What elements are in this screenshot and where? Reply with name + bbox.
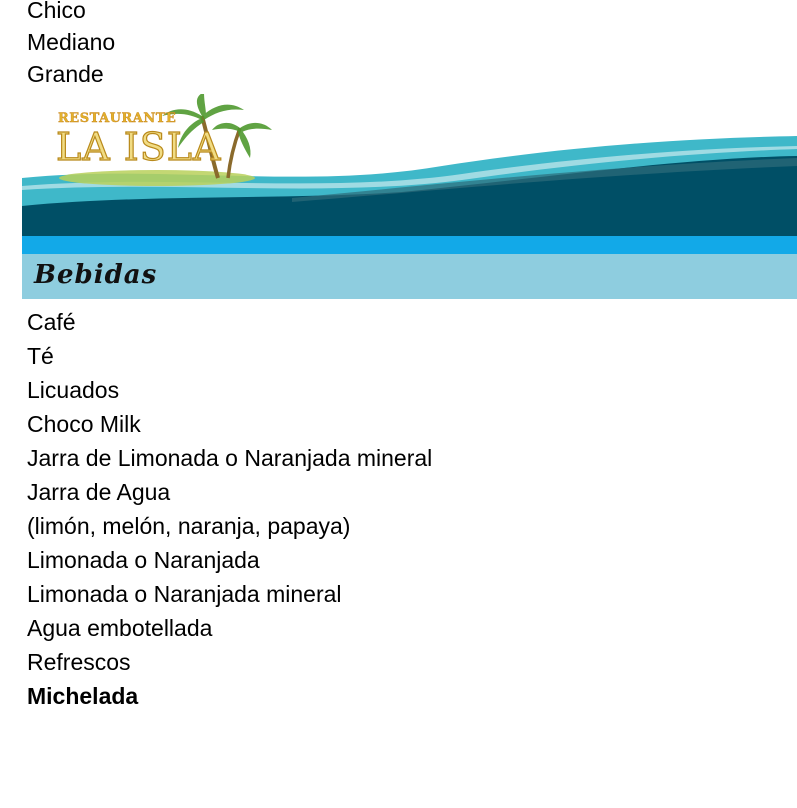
size-item: Grande [27,61,104,87]
drink-item: Agua embotellada [27,615,213,641]
size-list [27,0,115,90]
drink-item: (limón, melón, naranja, papaya) [27,513,351,539]
drink-item: Limonada o Naranjada [27,547,260,573]
drink-item: Licuados [27,377,120,403]
drink-item-highlight: Michelada [27,683,139,709]
drink-item: Jarra de Agua [27,479,171,505]
wave-banner-graphic [22,94,797,254]
section-header-bar [22,254,797,299]
drink-item: Refrescos [27,649,131,675]
drinks-list [27,305,432,713]
section-title: Bebidas [34,260,158,290]
drink-item: Jarra de Limonada o Naranjada mineral [27,445,433,471]
drink-item: Café [27,309,76,335]
drink-item: Choco Milk [27,411,141,437]
logo-restaurante-text: RESTAURANTE [58,111,177,126]
logo-la-isla-text: LA ISLA [56,125,222,169]
drink-item: Limonada o Naranjada mineral [27,581,342,607]
drink-item: Té [27,343,54,369]
size-item: Mediano [27,29,116,55]
size-item: Chico [27,0,86,23]
restaurant-banner [22,94,797,254]
